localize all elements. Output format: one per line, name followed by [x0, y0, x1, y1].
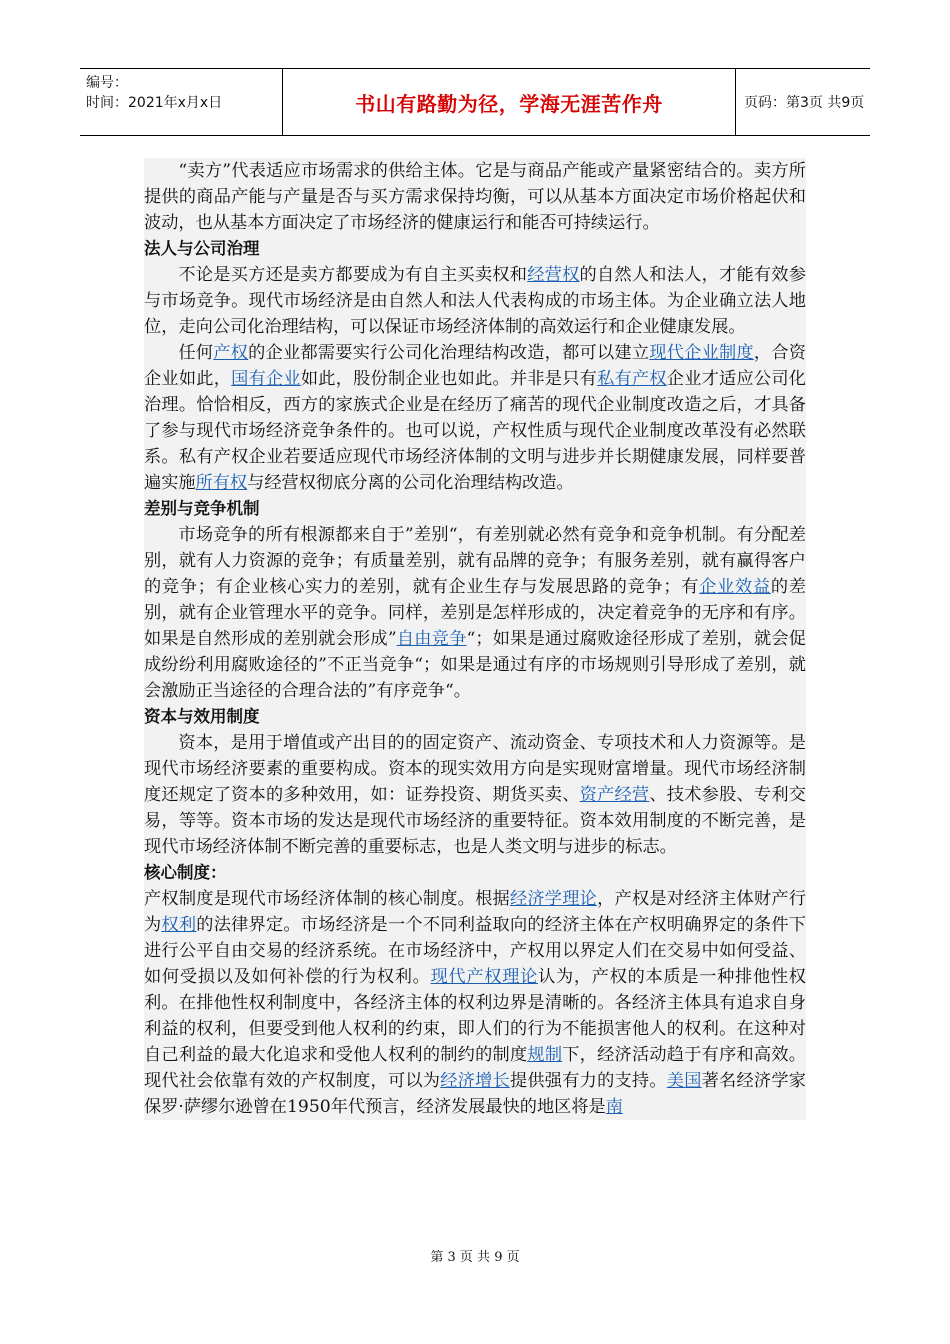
- link-ownership[interactable]: 所有权: [195, 473, 248, 493]
- heading-capital: 资本与效用制度: [144, 707, 260, 726]
- text-run: 的法律界定。市场经济是一个不同利益取向的经济主体在产权明确界定的条件下进行公平自由交易的经济系统。在市场经济中，产权用以界定人们在交易中如何受益、如何受损以及如何补偿的行为权利。: [144, 915, 806, 987]
- link-rights[interactable]: 权利: [161, 915, 197, 935]
- link-usa[interactable]: 美国: [666, 1071, 702, 1091]
- paragraph-legal-person: [144, 262, 806, 340]
- header-meta: [80, 69, 283, 135]
- page-info: 页码：第3页 共9页: [744, 95, 865, 111]
- link-economic-growth[interactable]: 经济增长: [440, 1071, 510, 1091]
- text-run: 、技术参股、专利交易，等等。资本市场的发达是现代市场经济的重要特征。资本效用制度的不断完善，是现代市场经济体制不断完善的重要标志，也是人类文明与进步的标志。: [144, 785, 806, 857]
- link-property-right[interactable]: 产权: [213, 343, 249, 363]
- link-business-right[interactable]: 经营权: [527, 265, 580, 285]
- paragraph-core-system: [144, 886, 806, 1120]
- heading-competition: 差别与竞争机制: [144, 499, 260, 518]
- link-modern-enterprise-system[interactable]: 现代企业制度: [649, 343, 754, 363]
- text-run: ，合资企业如此，: [144, 343, 806, 389]
- paragraph-seller: [144, 158, 806, 236]
- text-run: ，产权是对经济主体财产行为: [144, 889, 806, 935]
- paragraph-property-right: [144, 340, 806, 496]
- text-run: 资本，是用于增值或产出目的的固定资产、流动资金、专项技术和人力资源等。是现代市场经济要素的重要构成。资本的现实效用方向是实现财富增量。现代市场经济制度还规定了资本的多种效用，如：证券投资、期货买卖、: [144, 733, 806, 805]
- text-run: 的企业都需要实行公司化治理结构改造，都可以建立: [248, 343, 650, 363]
- text-run: 著名经济学家保罗·萨缪尔逊曾在1950年代预言，经济发展最快的地区将是: [144, 1071, 806, 1117]
- text-run: 的自然人和法人，才能有效参与市场竞争。现代市场经济是由自然人和法人代表构成的市场主体。为企业确立法人地位，走向公司化治理结构，可以保证市场经济体制的高效运行和企业健康发展。: [144, 265, 806, 337]
- text-run: 产权制度是现代市场经济体制的核心制度。根据: [144, 889, 510, 909]
- text-run: 与经营权彻底分离的公司化治理结构改造。: [247, 473, 574, 493]
- footer-page-number: 第 3 页 共 9 页: [430, 1250, 520, 1265]
- text-run: 任何: [178, 343, 214, 363]
- link-free-competition[interactable]: 自由竞争: [396, 629, 467, 649]
- link-asset-management[interactable]: 资产经营: [579, 785, 650, 805]
- text-run: 提供强有力的支持。: [509, 1071, 667, 1091]
- link-enterprise-benefit[interactable]: 企业效益: [699, 577, 771, 597]
- text-run: 下，经济活动趋于有序和高效。现代社会依靠有效的产权制度，可以为: [144, 1045, 806, 1091]
- text-run: “；如果是通过腐败途径形成了差别，就会促成纷纷利用腐败途径的”不正当竞争“；如果是通过有序的市场规则引导形成了差别，就会激励正当途径的合理合法的”有序竞争“。: [144, 629, 806, 701]
- text-run: 如此，股份制企业也如此。并非是只有: [300, 369, 598, 389]
- time-label: 时间：2021年x月x日: [86, 95, 223, 111]
- link-state-owned-enterprise[interactable]: 国有企业: [231, 369, 301, 389]
- link-south[interactable]: 南: [605, 1097, 623, 1117]
- document-body: [144, 158, 806, 1120]
- code-label: 编号：: [86, 75, 128, 91]
- text-run: 市场竞争的所有根源都来自于”差别“，有差别就必然有竞争和竞争机制。有分配差别，就有人力资源的竞争；有质量差别，就有品牌的竞争；有服务差别，就有赢得客户的竞争；有企业核心实力的差别，就有企业生存与发展思路的竞争；有: [144, 525, 806, 597]
- text-run: 企业才适应公司化治理。恰恰相反，西方的家族式企业是在经历了痛苦的现代企业制度改造之后，才具备了参与现代市场经济竞争条件的。也可以说，产权性质与现代企业制度改革没有必然联系。私有产权企业若要适应现代市场经济体制的文明与进步并长期健康发展，同样要普遍实施: [144, 369, 806, 493]
- text-run: “卖方”代表适应市场需求的供给主体。它是与商品产能或产量紧密结合的。卖方所提供的商品产能与产量是否与买方需求保持均衡，可以从基本方面决定市场价格起伏和波动，也从基本方面决定了市场经济的健康运行和能否可持续运行。: [144, 161, 806, 233]
- page-header: [80, 68, 870, 136]
- paragraph-capital: [144, 730, 806, 860]
- header-page-info: [736, 69, 870, 135]
- link-economic-theory[interactable]: 经济学理论: [509, 889, 598, 909]
- header-motto-cell: [283, 69, 736, 135]
- text-run: 认为，产权的本质是一种排他性权利。在排他性权利制度中，各经济主体的权利边界是清晰的。各经济主体具有追求自身利益的权利，但要受到他人权利的约束，即人们的行为不能损害他人的权利。在这种对自己利益的最大化追求和受他人权利的制约的制度: [144, 967, 806, 1065]
- heading-core-system: 核心制度：: [144, 863, 227, 882]
- text-run: 不论是买方还是卖方都要成为有自主买卖权和: [178, 265, 528, 285]
- link-private-property[interactable]: 私有产权: [597, 369, 667, 389]
- link-regulation[interactable]: 规制: [527, 1045, 563, 1065]
- paragraph-competition: [144, 522, 806, 704]
- text-run: 的差别，就有企业管理水平的竞争。同样，差别是怎样形成的，决定着竞争的无序和有序。如果是自然形成的差别就会形成”: [144, 577, 806, 649]
- heading-legal-person: 法人与公司治理: [144, 239, 260, 258]
- link-modern-property-theory[interactable]: 现代产权理论: [430, 967, 539, 987]
- motto: 书山有路勤为径，学海无涯苦作舟: [355, 91, 663, 116]
- page-footer: [0, 1246, 950, 1265]
